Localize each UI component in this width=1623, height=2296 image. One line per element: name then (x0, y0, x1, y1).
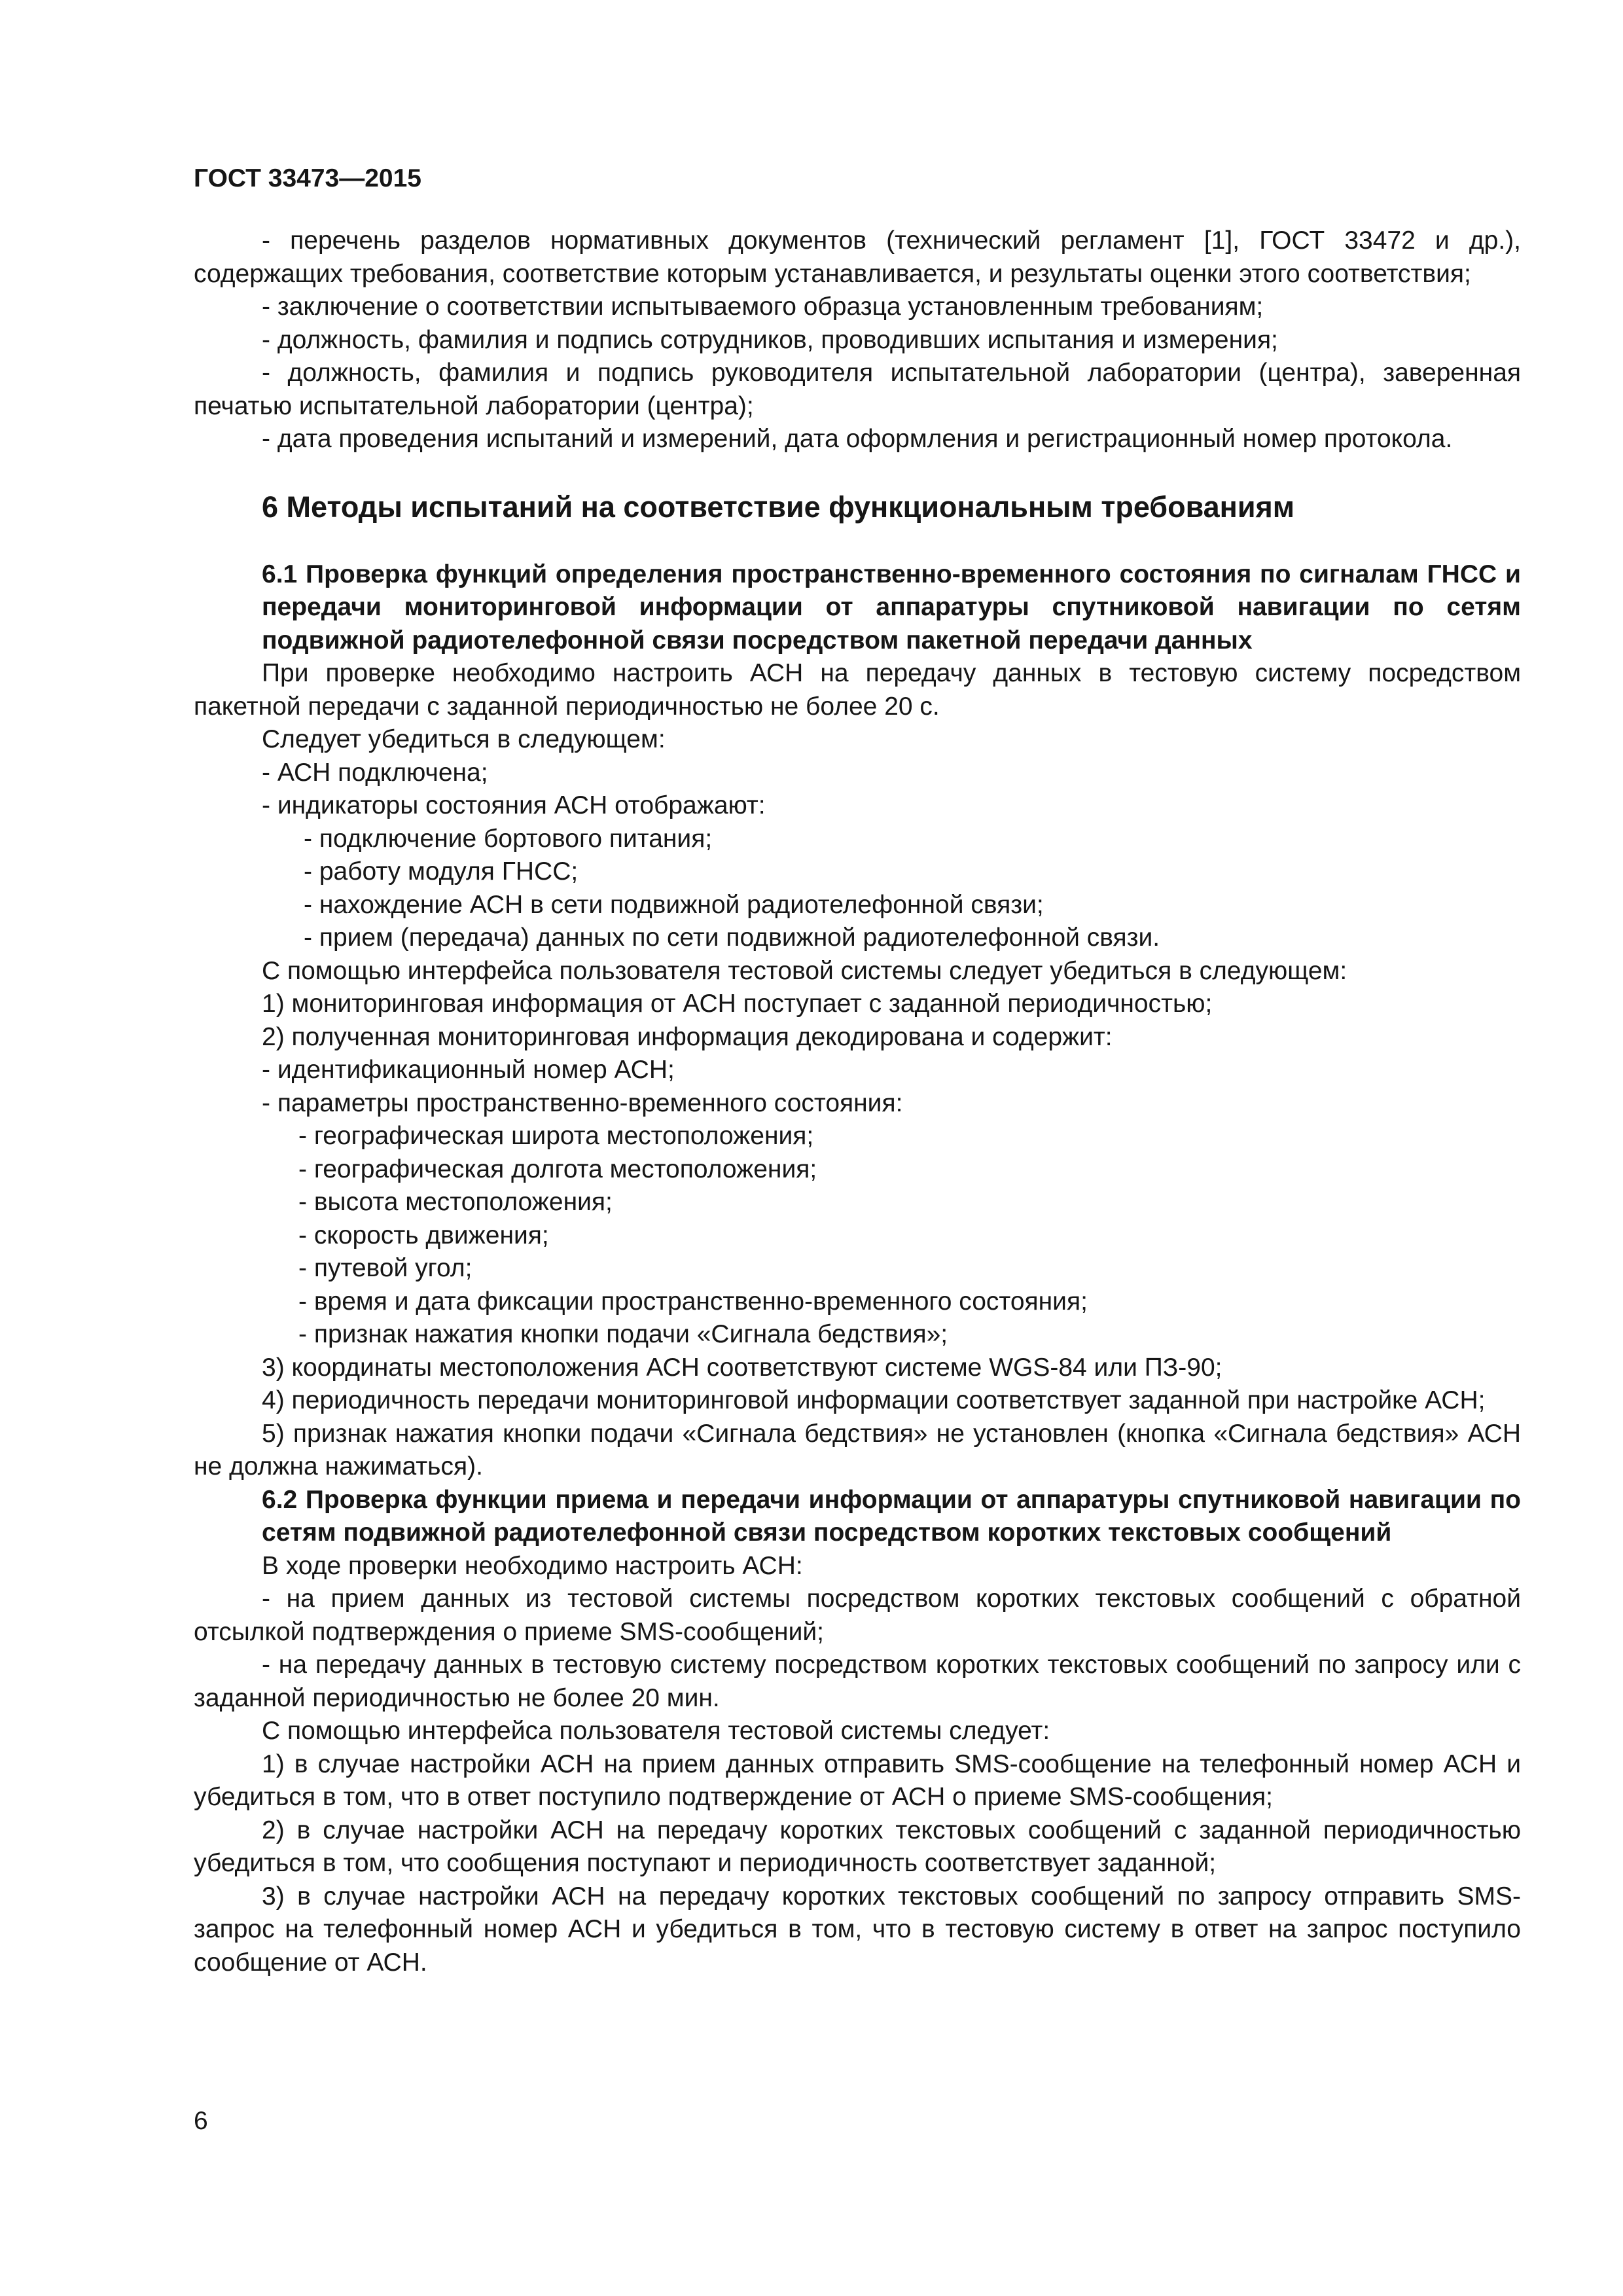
subsection-6-1-heading: 6.1 Проверка функций определения пространственно-временного состояния по сигналам ГНСС и передачи мониторинговой информации от аппаратуры спутниковой навигации по сетям подвижной радиотелефонной связи посредством пакетной передачи данных (262, 560, 1521, 655)
list-item: 4) периодичность передачи мониторинговой информации соответствует заданной при настройке АСН; (262, 1386, 1486, 1414)
list-item: - скорость движения; (298, 1221, 549, 1249)
paragraph: Следует убедиться в следующем: (262, 725, 666, 753)
list-item: - нахождение АСН в сети подвижной радиотелефонной связи; (304, 890, 1044, 919)
list-item: 1) в случае настройки АСН на прием данных отправить SMS-сообщение на телефонный номер АСН и убедиться в том, что в ответ поступило подтверждение от АСН о приеме SMS-сообщения; (194, 1749, 1521, 1811)
list-item: - время и дата фиксации пространственно-временного состояния; (298, 1287, 1088, 1316)
list-item: - параметры пространственно-временного состояния: (262, 1088, 903, 1117)
list-item: 5) признак нажатия кнопки подачи «Сигнала бедствия» не установлен (кнопка «Сигнала бедствия» АСН не должна нажиматься). (194, 1419, 1521, 1480)
list-item: - работу модуля ГНСС; (304, 857, 579, 886)
intro-item-staff-signature: - должность, фамилия и подпись сотрудников, проводивших испытания и измерения; (262, 325, 1278, 354)
list-item: - идентификационный номер АСН; (262, 1056, 675, 1084)
paragraph: С помощью интерфейса пользователя тестовой системы следует убедиться в следующем: (262, 956, 1347, 985)
list-item: - географическая долгота местоположения; (298, 1155, 817, 1183)
intro-item-head-signature: - должность, фамилия и подпись руководителя испытательной лаборатории (центра), заверенная печатью испытательной лаборатории (центра); (194, 359, 1521, 420)
document-code-header: ГОСТ 33473—2015 (194, 164, 421, 192)
list-item: - индикаторы состояния АСН отображают: (262, 791, 766, 819)
intro-item-normative-docs: - перечень разделов нормативных документов (технический регламент [1], ГОСТ 33472 и др.), содержащих требования, соответствие которым устанавливается, и результаты оценки этого соответствия; (194, 226, 1521, 288)
list-item: 2) полученная мониторинговая информация декодирована и содержит: (262, 1022, 1113, 1051)
document-body (194, 224, 1521, 1979)
subsection-6-2-heading: 6.2 Проверка функции приема и передачи информации от аппаратуры спутниковой навигации по сетям подвижной радиотелефонной связи посредством коротких текстовых сообщений (262, 1485, 1521, 1547)
list-item: 1) мониторинговая информация от АСН поступает с заданной периодичностью; (262, 990, 1213, 1018)
list-item: - географическая широта местоположения; (298, 1122, 814, 1150)
list-item: - подключение бортового питания; (304, 824, 713, 853)
paragraph: С помощью интерфейса пользователя тестовой системы следует: (262, 1717, 1050, 1745)
paragraph: При проверке необходимо настроить АСН на передачу данных в тестовую систему посредством пакетной передачи с заданной периодичностью не более 20 с. (194, 659, 1521, 721)
section-6-heading: 6 Методы испытаний на соответствие функциональным требованиям (262, 490, 1295, 524)
list-item: - АСН подключена; (262, 758, 488, 787)
list-item: - высота местоположения; (298, 1188, 613, 1216)
page-number: 6 (194, 2107, 208, 2135)
intro-item-dates: - дата проведения испытаний и измерений, дата оформления и регистрационный номер протокола. (262, 425, 1453, 453)
list-item: - на передачу данных в тестовую систему посредством коротких текстовых сообщений по запросу или с заданной периодичностью не более 20 мин. (194, 1651, 1521, 1712)
list-item: - прием (передача) данных по сети подвижной радиотелефонной связи. (304, 924, 1160, 952)
list-item: - путевой угол; (298, 1254, 473, 1282)
paragraph: В ходе проверки необходимо настроить АСН: (262, 1551, 803, 1580)
intro-item-conclusion: - заключение о соответствии испытываемого образца установленным требованиям; (262, 293, 1264, 321)
list-item: - на прием данных из тестовой системы посредством коротких текстовых сообщений с обратной отсылкой подтверждения о приеме SMS-сообщений; (194, 1585, 1521, 1646)
list-item: 3) в случае настройки АСН на передачу коротких текстовых сообщений по запросу отправить SMS-запрос на телефонный номер АСН и убедиться в том, что в тестовую систему в ответ на запрос поступило сообщение от АСН. (194, 1882, 1521, 1977)
list-item: - признак нажатия кнопки подачи «Сигнала бедствия»; (298, 1320, 948, 1348)
list-item: 2) в случае настройки АСН на передачу коротких текстовых сообщений с заданной периодичностью убедиться в том, что сообщения поступают и периодичность соответствует заданной; (194, 1816, 1521, 1877)
list-item: 3) координаты местоположения АСН соответствуют системе WGS-84 или ПЗ-90; (262, 1353, 1222, 1382)
